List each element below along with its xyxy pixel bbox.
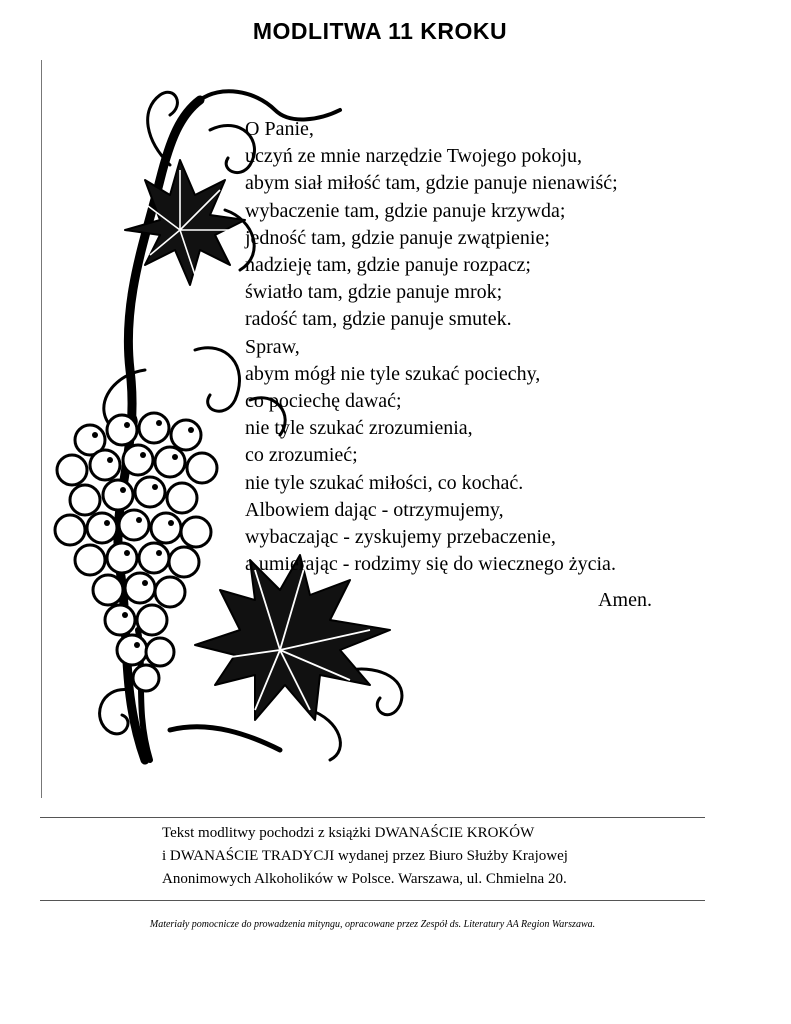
prayer-line: Albowiem dając - otrzymujemy, bbox=[245, 498, 504, 521]
divider-bottom bbox=[40, 900, 705, 901]
prayer-line: Spraw, bbox=[245, 335, 300, 358]
prayer-line: uczyń ze mnie narzędzie Twojego pokoju, bbox=[245, 145, 582, 168]
source-line: Tekst modlitwy pochodzi z książki DWANAŚCIE KROKÓW bbox=[162, 825, 535, 841]
prayer-line: abym siał miłość tam, gdzie panuje nienawiść; bbox=[245, 172, 618, 195]
prayer-line: co zrozumieć; bbox=[245, 444, 358, 467]
prayer-line: wybaczenie tam, gdzie panuje krzywda; bbox=[245, 199, 566, 222]
prayer-line: radość tam, gdzie panuje smutek. bbox=[245, 308, 512, 331]
prayer-line: co pociechę dawać; bbox=[245, 390, 402, 413]
footer-note: Materiały pomocnicze do prowadzenia mityngu, opracowane przez Zespół ds. Literatury AA Region Warszawa. bbox=[149, 919, 596, 930]
page-title: MODLITWA 11 KROKU bbox=[252, 18, 508, 44]
prayer-line: nie tyle szukać miłości, co kochać. bbox=[245, 471, 524, 494]
prayer-line: nadzieję tam, gdzie panuje rozpacz; bbox=[245, 254, 531, 277]
prayer-line: wybaczając - zyskujemy przebaczenie, bbox=[245, 526, 556, 549]
prayer-text bbox=[245, 116, 705, 578]
prayer-line: nie tyle szukać zrozumienia, bbox=[245, 417, 473, 440]
source-note bbox=[162, 822, 682, 891]
left-margin-rule bbox=[41, 60, 42, 798]
source-line: i DWANAŚCIE TRADYCJI wydanej przez Biuro Służby Krajowej bbox=[162, 848, 568, 864]
divider-top bbox=[40, 817, 705, 818]
prayer-line: abym mógł nie tyle szukać pociechy, bbox=[245, 362, 541, 385]
prayer-line: a umierając - rodzimy się do wiecznego życia. bbox=[245, 553, 616, 576]
source-line: Anonimowych Alkoholików w Polsce. Warszawa, ul. Chmielna 20. bbox=[162, 871, 567, 887]
prayer-line: światło tam, gdzie panuje mrok; bbox=[245, 281, 503, 304]
prayer-amen: Amen. bbox=[598, 589, 652, 611]
prayer-line: jedność tam, gdzie panuje zwątpienie; bbox=[245, 226, 550, 249]
prayer-line: O Panie, bbox=[245, 118, 314, 140]
